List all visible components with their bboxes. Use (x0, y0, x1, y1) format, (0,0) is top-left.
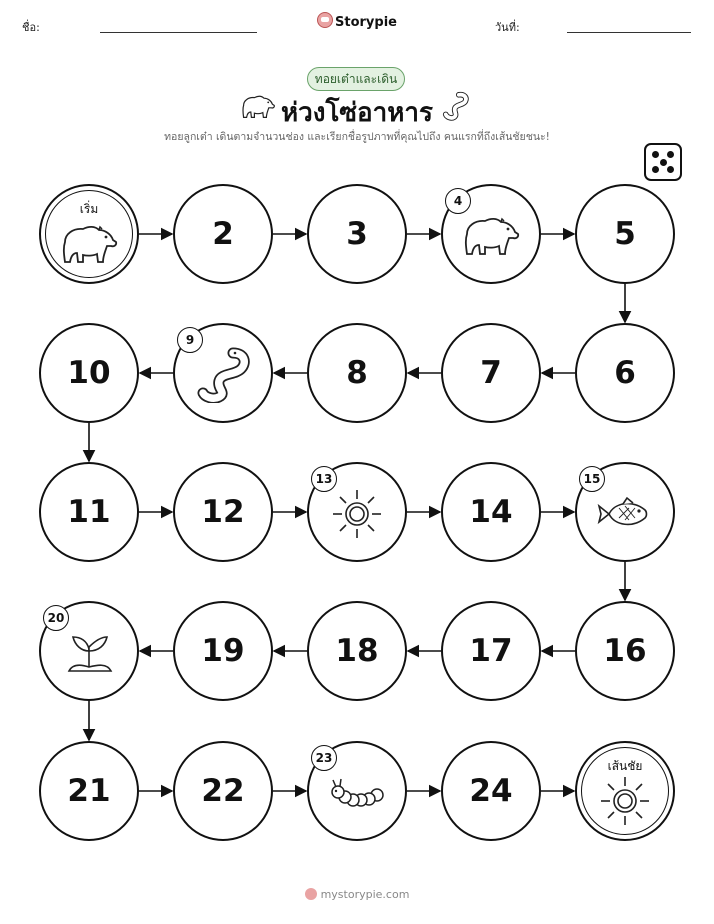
board-space-5 (575, 184, 675, 284)
space-number-badge: 15 (579, 466, 605, 492)
instructions: ทอยลูกเต๋า เดินตามจำนวนช่อง และเรียกชื่อรูปภาพที่คุณไปถึง คนแรกที่ถึงเส้นชัยชนะ! (164, 131, 550, 143)
polar-bear-icon (59, 216, 119, 268)
brand-name: Storypie (335, 15, 397, 30)
space-number-badge: 13 (311, 466, 337, 492)
board-space-16 (575, 601, 675, 701)
board-space-11 (39, 462, 139, 562)
space-number: 18 (335, 633, 379, 669)
space-number: 2 (212, 216, 234, 252)
board-space-10 (39, 323, 139, 423)
space-number: 5 (614, 216, 636, 252)
footer (0, 888, 714, 901)
storypie-logo-icon (305, 888, 317, 900)
space-number: 7 (480, 355, 502, 391)
board-space-14 (441, 462, 541, 562)
board-space-17 (441, 601, 541, 701)
space-number: 21 (67, 773, 111, 809)
space-number-badge: 20 (43, 605, 69, 631)
space-number: 3 (346, 216, 368, 252)
space-number: 19 (201, 633, 245, 669)
game-type-tag: ทอยเต๋าและเดิน (307, 67, 405, 91)
board-space-6 (575, 323, 675, 423)
sprout-icon (59, 625, 119, 681)
sun-icon (595, 773, 655, 825)
board-space-7 (441, 323, 541, 423)
space-number: 11 (67, 494, 111, 530)
date-label: วันที่: (495, 21, 520, 34)
space-number: 6 (614, 355, 636, 391)
page-title: ห่วงโซ่อาหาร (281, 98, 433, 128)
board-space-21 (39, 741, 139, 841)
board-space-19 (173, 601, 273, 701)
board-space-24 (441, 741, 541, 841)
board-space-12 (173, 462, 273, 562)
sun-icon (327, 486, 387, 542)
fish-icon (595, 486, 655, 542)
space-number: 8 (346, 355, 368, 391)
space-number: 12 (201, 494, 245, 530)
space-number: 14 (469, 494, 513, 530)
space-number-badge: 23 (311, 745, 337, 771)
board-space-18 (307, 601, 407, 701)
polar-bear-icon (461, 208, 521, 264)
caterpillar-icon (327, 765, 387, 821)
space-number: 16 (603, 633, 647, 669)
finish-label: เส้นชัย (607, 759, 643, 773)
board-space-2 (173, 184, 273, 284)
space-number: 17 (469, 633, 513, 669)
worm-icon (193, 347, 253, 403)
board-space-3 (307, 184, 407, 284)
footer-url: mystorypie.com (320, 888, 410, 901)
space-number: 24 (469, 773, 513, 809)
board-space-8 (307, 323, 407, 423)
board-space-22 (173, 741, 273, 841)
space-number-badge: 9 (177, 327, 203, 353)
space-number-badge: 4 (445, 188, 471, 214)
space-number: 10 (67, 355, 111, 391)
start-label: เริ่ม (79, 202, 99, 216)
start-space (39, 184, 139, 284)
finish-space (575, 741, 675, 841)
space-number: 22 (201, 773, 245, 809)
name-label: ชื่อ: (22, 21, 40, 34)
